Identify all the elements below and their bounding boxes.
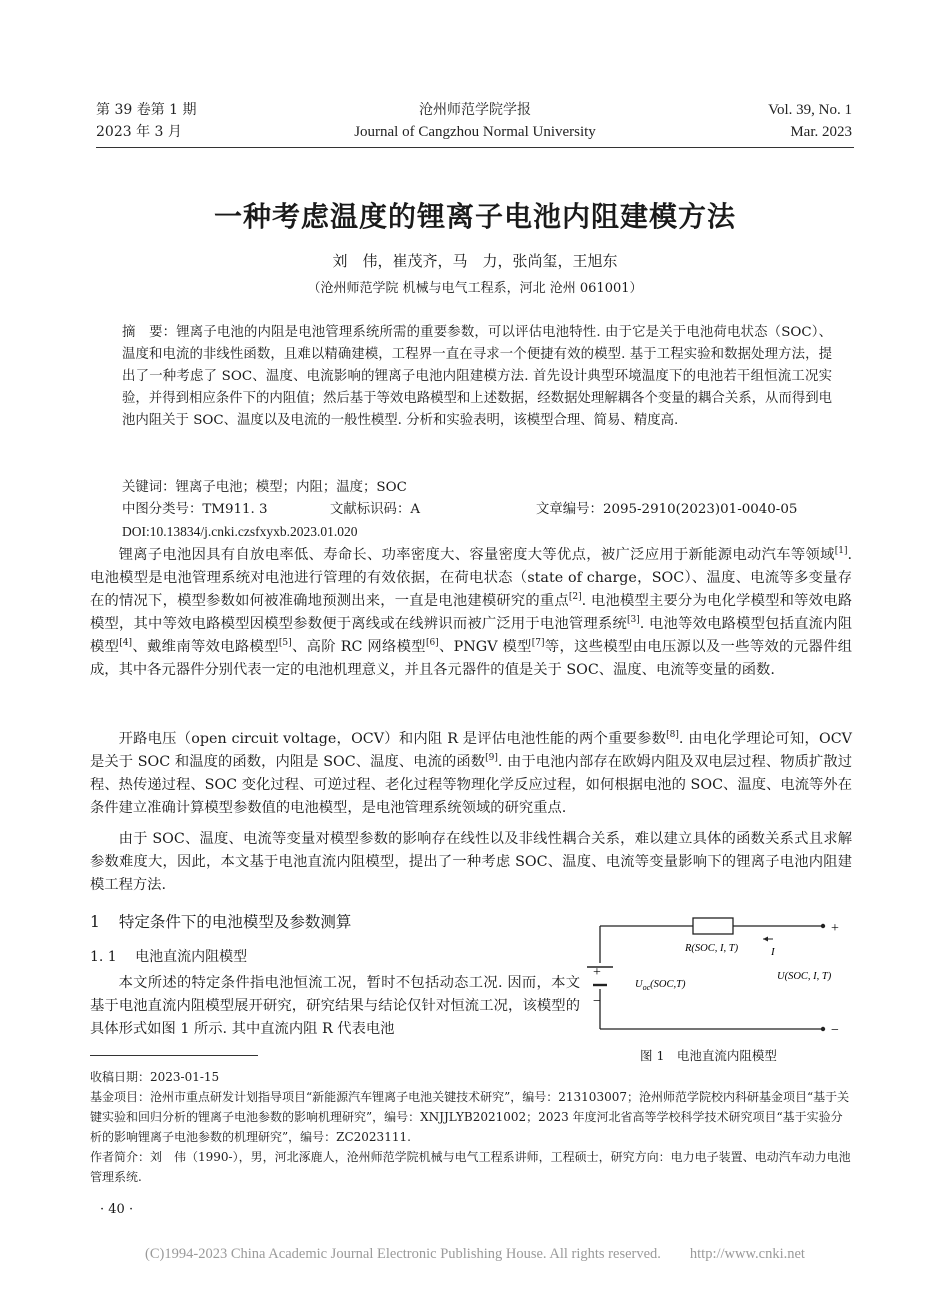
footnote-rule [90,1055,258,1056]
citation-5[interactable]: [5] [278,638,292,649]
citation-2[interactable]: [2] [568,592,582,603]
keywords: 关键词：锂离子电池；模型；内阻；温度；SOC [122,480,407,495]
cnki-watermark: (C)1994-2023 China Academic Journal Electronic Publishing House. All rights reserved. http://www.cnki.net [145,1246,805,1262]
page-number: · 40 · [100,1202,134,1217]
intro-paragraph-2: 开路电压（open circuit voltage，OCV）和内阻 R 是评估电池性能的两个重要参数[8]. 由电化学理论可知，OCV 是关于 SOC 和温度的函数，内阻是 SOC、温度、电流的函数[9]. 由于电池内部存在欧姆内阻及双电层过程、物质扩散过程、热传递过程、SOC 变化过程、可逆过程、老化过程等物理化学反应过程，如何根据电池的 SOC、温度、电流等外在条件建立准确计算模型参数值的电池模型，是电池管理系统领域的研究重点. [90,730,852,816]
journal-name-cn: 沧州师范学院学报 [419,102,531,118]
abstract-label: 摘 要： [122,325,177,340]
citation-7[interactable]: [7] [531,638,545,649]
abstract-text: 锂离子电池的内阻是电池管理系统所需的重要参数，可以评估电池特性. 由于它是关于电池荷电状态（SOC）、温度和电流的非线性函数，且难以精确建模，工程界一直在寻求一个便捷有效的模型. 基于工程实验和数据处理方法，提出了一种考虑了 SOC、温度、电流影响的锂离子电池内阻建模方法. 首先设计典型环境温度下的电池若干组恒流工况实验，并得到相应条件下的内阻值；然后基于等效电路模型和上述数据，经数据处理解耦各个变量的耦合关系，从而得到电池内阻关于 SOC、温度以及电流的一般性模型. 分析和实验表明，该模型合理、简易、精度高. [122,325,832,428]
journal-name-en: Journal of Cangzhou Normal University [354,124,596,140]
section-1-heading [90,910,351,932]
positive-terminal [821,924,825,928]
section-1-1-heading [90,946,247,966]
terminal-voltage-label: U(SOC, I, T) [777,971,832,982]
citation-6[interactable]: [6] [425,638,439,649]
intro-paragraph-1: 锂离子电池因具有自放电率低、寿命长、功率密度大、容量密度大等优点，被广泛应用于新能源电动汽车等领域[1]. 电池模型是电池管理系统对电池进行管理的有效依据，在荷电状态（state of charge，SOC）、温度、电流等多变量存在的情况下，模型参数如何被准确地预测出来，一直是电池建模研究的重点[2]. 电池模型主要分为电化学模型和等效电路模型，其中等效电路模型因模型参数便于离线或在线辨识而被广泛用于电池管理系统[3]. 电池等效电路模型包括直流内阻模型[4]、戴维南等效电路模型[5]、高阶 RC 网络模型[6]、PNGV 模型[7]等，这些模型由电压源以及一些等效的元器件组成，其中各元器件分别代表一定的电池机理意义，并且各元器件的值是关于 SOC、温度、电流等变量的函数. [90,546,853,678]
terminal-minus-sign: − [831,1023,839,1038]
section-title: 特定条件下的电池模型及参数测算 [118,913,352,931]
figure-1-circuit [585,905,855,1050]
citation-3[interactable]: [3] [626,615,640,626]
author-list: 刘 伟，崔茂齐，马 力，张尚玺，王旭东 [332,252,618,270]
resistor-symbol [693,918,733,934]
intro-paragraph-3: 由于 SOC、温度、电流等变量对模型参数的影响存在线性以及非线性耦合关系，难以建立具体的函数关系式且求解参数难度大，因此，本文基于电池直流内阻模型，提出了一种考虑 SOC、温度、电流等变量影响下的锂离子电池内阻建模工程方法. [90,831,852,893]
current-arrowhead-icon [763,937,768,942]
paper-title: 一种考虑温度的锂离子电池内阻建模方法 [213,200,736,233]
figure-1-caption: 图 1 电池直流内阻模型 [640,1048,777,1063]
received-date: 收稿日期：2023-01-15 [90,1070,220,1084]
abstract [122,322,832,432]
header-rule [96,147,854,148]
author-bio: 作者简介：刘 伟（1990-），男，河北涿鹿人，沧州师范学院机械与电气工程系讲师，工程硕士，研究方向：电力电子装置、电动汽车动力电池管理系统. [90,1150,851,1184]
doi: DOI:10.13834/j.cnki.czsfxyxb.2023.01.020 [122,524,358,539]
negative-terminal [821,1027,825,1031]
affiliation: （沧州师范学院 机械与电气工程系，河北 沧州 061001） [307,281,643,296]
source-minus-sign: − [593,994,601,1009]
volume-issue: 第 39 卷第 1 期 [96,102,197,118]
resistor-label: R(SOC, I, T) [685,943,739,954]
current-label: I [771,946,775,958]
publication-date: 2023 年 3 月 [96,124,182,140]
citation-9[interactable]: [9] [485,753,498,764]
section-1-1-text: 本文所述的特定条件指电池恒流工况，暂时不包括动态工况. 因而，本文基于电池直流内阻模型展开研究，研究结果与结论仅针对恒流工况，该模型的具体形式如图 1 所示. 其中直流内阻 R 代表电池 [90,975,580,1037]
source-label: $U_{oc}(SOC,T)$ [635,979,686,992]
article-number: 文章编号：2095-2910(2023)01-0040-05 [536,502,798,517]
section-number: 1 [90,913,100,931]
volume-number-en: Vol. 39, No. 1 [768,102,852,118]
date-en: Mar. 2023 [790,124,852,140]
document-code: 文献标识码：A [330,502,421,517]
citation-4[interactable]: [4] [119,638,133,649]
subsection-number: 1. 1 [90,949,117,965]
subsection-title: 电池直流内阻模型 [135,949,248,965]
fund-project: 基金项目：沧州市重点研发计划指导项目“新能源汽车锂离子电池关键技术研究”，编号：213103007；沧州师范学院校内科研基金项目“基于关键实验和回归分析的锂离子电池参数的影响机理研究”，编号：XNJJLYB2021002；2023 年度河北省高等学校科学技术研究项目“基于实验分析的影响锂离子电池参数的机理研究”，编号：ZC2023111. [90,1090,850,1144]
citation-1[interactable]: [1] [834,546,848,557]
citation-8[interactable]: [8] [666,730,679,741]
source-plus-sign: + [593,965,601,980]
terminal-plus-sign: + [831,921,839,936]
clc-number: 中图分类号：TM911. 3 [122,502,268,517]
